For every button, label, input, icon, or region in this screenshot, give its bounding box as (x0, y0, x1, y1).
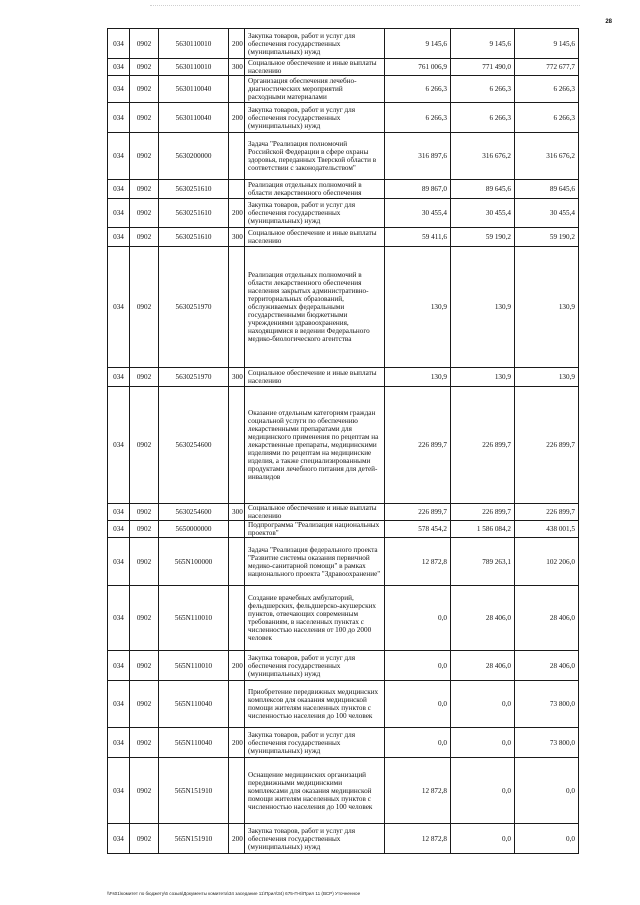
row-grbs: 034 (108, 228, 130, 247)
row-grbs: 034 (108, 387, 130, 504)
row-expense-type: 200 (229, 728, 245, 758)
row-target-article: 5630110040 (159, 103, 229, 133)
row-value-2: 0,0 (451, 824, 515, 854)
budget-table-body (108, 29, 579, 854)
row-expense-type: 300 (229, 59, 245, 76)
row-expense-type: 200 (229, 199, 245, 228)
row-value-2: 130,9 (451, 368, 515, 387)
row-value-2: 30 455,4 (451, 199, 515, 228)
table-row (108, 59, 579, 76)
row-target-article: 565N110040 (159, 728, 229, 758)
row-value-1: 226 899,7 (385, 504, 451, 521)
row-value-1: 316 897,6 (385, 133, 451, 180)
scan-artifact-line (150, 5, 580, 6)
row-value-2: 0,0 (451, 728, 515, 758)
row-section: 0902 (130, 586, 159, 651)
row-name: Реализация отдельных полномочий в области лекарственного обеспечения населения закрытых административно-территориальных образований, обслуживаемых федеральными государственными бюджетными учреждениями здравоохранения, находящимися в ведении Федерального медико-биологического агентства (245, 247, 385, 368)
row-section: 0902 (130, 59, 159, 76)
row-value-2: 789 263,1 (451, 538, 515, 586)
budget-table (107, 28, 579, 854)
row-value-1: 6 266,3 (385, 76, 451, 103)
row-name: Закупка товаров, работ и услуг для обеспечения государственных (муниципальных) нужд (245, 103, 385, 133)
row-value-1: 12 872,8 (385, 758, 451, 824)
row-section: 0902 (130, 199, 159, 228)
row-grbs: 034 (108, 681, 130, 728)
row-target-article: 565N100000 (159, 538, 229, 586)
row-expense-type: 200 (229, 824, 245, 854)
row-value-3: 73 800,0 (515, 681, 579, 728)
table-row (108, 133, 579, 180)
row-name: Социальное обеспечение и иные выплаты населению (245, 228, 385, 247)
row-expense-type: 200 (229, 103, 245, 133)
row-grbs: 034 (108, 76, 130, 103)
row-value-3: 130,9 (515, 368, 579, 387)
row-value-2: 9 145,6 (451, 29, 515, 59)
row-target-article: 565N110010 (159, 586, 229, 651)
row-section: 0902 (130, 29, 159, 59)
row-section: 0902 (130, 228, 159, 247)
table-row (108, 521, 579, 538)
row-section: 0902 (130, 76, 159, 103)
row-target-article: 565N110040 (159, 681, 229, 728)
row-name: Закупка товаров, работ и услуг для обеспечения государственных (муниципальных) нужд (245, 824, 385, 854)
row-value-2: 6 266,3 (451, 103, 515, 133)
row-section: 0902 (130, 824, 159, 854)
row-value-1: 578 454,2 (385, 521, 451, 538)
row-target-article: 5630251970 (159, 368, 229, 387)
row-value-1: 12 872,8 (385, 824, 451, 854)
row-name: Закупка товаров, работ и услуг для обеспечения государственных (муниципальных) нужд (245, 651, 385, 681)
row-value-3: 0,0 (515, 758, 579, 824)
row-name: Приобретение передвижных медицинских комплексов для оказания медицинской помощи жителям населенных пунктов с численностью населения до 100 человек (245, 681, 385, 728)
table-row (108, 103, 579, 133)
row-grbs: 034 (108, 586, 130, 651)
row-grbs: 034 (108, 29, 130, 59)
row-value-2: 1 586 084,2 (451, 521, 515, 538)
row-target-article: 5630251970 (159, 247, 229, 368)
row-value-3: 438 001,5 (515, 521, 579, 538)
row-value-1: 30 455,4 (385, 199, 451, 228)
row-value-3: 316 676,2 (515, 133, 579, 180)
row-value-1: 0,0 (385, 728, 451, 758)
row-grbs: 034 (108, 180, 130, 199)
row-value-3: 6 266,3 (515, 103, 579, 133)
row-expense-type (229, 586, 245, 651)
row-grbs: 034 (108, 504, 130, 521)
row-grbs: 034 (108, 199, 130, 228)
row-value-1: 59 411,6 (385, 228, 451, 247)
row-name: Оснащение медицинских организаций передвижными медицинскими комплексами для оказания медицинской помощи жителям населенных пунктов с численностью населения до 100 человек (245, 758, 385, 824)
row-section: 0902 (130, 681, 159, 728)
row-expense-type (229, 247, 245, 368)
row-section: 0902 (130, 538, 159, 586)
row-target-article: 5630110010 (159, 59, 229, 76)
row-value-3: 89 645,6 (515, 180, 579, 199)
row-value-3: 9 145,6 (515, 29, 579, 59)
page-number: 28 (605, 19, 612, 25)
row-section: 0902 (130, 368, 159, 387)
row-grbs: 034 (108, 728, 130, 758)
table-row (108, 180, 579, 199)
table-row (108, 29, 579, 59)
table-row (108, 504, 579, 521)
row-value-3: 130,9 (515, 247, 579, 368)
row-value-3: 0,0 (515, 824, 579, 854)
row-grbs: 034 (108, 247, 130, 368)
row-expense-type (229, 180, 245, 199)
row-value-2: 226 899,7 (451, 387, 515, 504)
row-name: Задача "Реализация полномочий Российской Федерации в сфере охраны здоровья, переданных Тверской области в соответствии с законодательством" (245, 133, 385, 180)
footer-file-path: \\Fs01\комитет по бюджету\6 созыв\Документы комитета\34 заседание 11\Прил\34) 675-П-6\Прил 11 (ВСР) Уточненное (107, 891, 361, 896)
table-row (108, 681, 579, 728)
row-expense-type: 300 (229, 504, 245, 521)
table-row (108, 387, 579, 504)
row-name: Подпрограмма "Реализация национальных проектов" (245, 521, 385, 538)
row-target-article: 565N110010 (159, 651, 229, 681)
row-section: 0902 (130, 521, 159, 538)
row-value-2: 0,0 (451, 758, 515, 824)
row-value-1: 6 266,3 (385, 103, 451, 133)
row-expense-type: 300 (229, 368, 245, 387)
table-row (108, 728, 579, 758)
row-value-3: 28 406,0 (515, 651, 579, 681)
row-value-2: 28 406,0 (451, 586, 515, 651)
row-grbs: 034 (108, 103, 130, 133)
row-target-article: 5630200000 (159, 133, 229, 180)
row-value-2: 130,9 (451, 247, 515, 368)
row-target-article: 5630110010 (159, 29, 229, 59)
row-section: 0902 (130, 103, 159, 133)
row-name: Социальное обеспечение и иные выплаты населению (245, 504, 385, 521)
row-grbs: 034 (108, 538, 130, 586)
table-row (108, 538, 579, 586)
row-value-3: 30 455,4 (515, 199, 579, 228)
row-name: Создание врачебных амбулаторий, фельдшерских, фельдшерско-акушерских пунктов, отвечающих современным требованиям, в населенных пунктах с численностью населения от 100 до 2000 человек (245, 586, 385, 651)
row-section: 0902 (130, 504, 159, 521)
row-grbs: 034 (108, 651, 130, 681)
row-grbs: 034 (108, 824, 130, 854)
row-value-1: 761 006,9 (385, 59, 451, 76)
row-value-1: 0,0 (385, 681, 451, 728)
row-expense-type (229, 133, 245, 180)
row-name: Закупка товаров, работ и услуг для обеспечения государственных (муниципальных) нужд (245, 199, 385, 228)
table-row (108, 758, 579, 824)
row-value-3: 226 899,7 (515, 504, 579, 521)
row-value-1: 130,9 (385, 247, 451, 368)
row-value-2: 771 490,0 (451, 59, 515, 76)
table-row (108, 76, 579, 103)
row-value-1: 130,9 (385, 368, 451, 387)
row-expense-type (229, 76, 245, 103)
row-target-article: 5650000000 (159, 521, 229, 538)
row-section: 0902 (130, 728, 159, 758)
row-value-2: 6 266,3 (451, 76, 515, 103)
row-target-article: 565N151910 (159, 824, 229, 854)
row-target-article: 5630251610 (159, 180, 229, 199)
row-name: Задача "Реализация федерального проекта "Развитие системы оказания первичной медико-санитарной помощи" в рамках национального проекта "Здравоохранение" (245, 538, 385, 586)
row-name: Реализация отдельных полномочий в области лекарственного обеспечения (245, 180, 385, 199)
row-section: 0902 (130, 133, 159, 180)
row-value-2: 28 406,0 (451, 651, 515, 681)
table-row (108, 651, 579, 681)
row-value-2: 226 899,7 (451, 504, 515, 521)
row-expense-type: 300 (229, 228, 245, 247)
row-section: 0902 (130, 651, 159, 681)
row-section: 0902 (130, 247, 159, 368)
row-value-1: 12 872,8 (385, 538, 451, 586)
table-row (108, 368, 579, 387)
row-name: Закупка товаров, работ и услуг для обеспечения государственных (муниципальных) нужд (245, 29, 385, 59)
row-value-3: 59 190,2 (515, 228, 579, 247)
row-target-article: 5630251610 (159, 228, 229, 247)
table-row (108, 247, 579, 368)
row-value-3: 226 899,7 (515, 387, 579, 504)
row-name: Закупка товаров, работ и услуг для обеспечения государственных (муниципальных) нужд (245, 728, 385, 758)
row-name: Социальное обеспечение и иные выплаты населению (245, 59, 385, 76)
row-value-2: 316 676,2 (451, 133, 515, 180)
table-row (108, 824, 579, 854)
row-target-article: 565N151910 (159, 758, 229, 824)
row-value-1: 0,0 (385, 651, 451, 681)
row-section: 0902 (130, 387, 159, 504)
row-value-2: 0,0 (451, 681, 515, 728)
row-value-2: 59 190,2 (451, 228, 515, 247)
row-target-article: 5630254600 (159, 387, 229, 504)
row-grbs: 034 (108, 59, 130, 76)
row-name: Оказание отдельным категориям граждан социальной услуги по обеспечению лекарственными препаратами для медицинского применения по рецептам на лекарственные препараты, медицинскими изделиями по рецептам на медицинские изделия, а также специализированными продуктами лечебного питания для детей-инвалидов (245, 387, 385, 504)
row-section: 0902 (130, 758, 159, 824)
row-section: 0902 (130, 180, 159, 199)
row-value-3: 73 800,0 (515, 728, 579, 758)
row-target-article: 5630251610 (159, 199, 229, 228)
row-expense-type: 200 (229, 651, 245, 681)
row-value-3: 6 266,3 (515, 76, 579, 103)
row-expense-type (229, 758, 245, 824)
row-name: Социальное обеспечение и иные выплаты населению (245, 368, 385, 387)
row-expense-type (229, 521, 245, 538)
table-row (108, 586, 579, 651)
row-value-1: 89 867,0 (385, 180, 451, 199)
row-expense-type (229, 387, 245, 504)
row-expense-type (229, 538, 245, 586)
row-name: Организация обеспечения лечебно-диагностических мероприятий расходными материалами (245, 76, 385, 103)
row-value-2: 89 645,6 (451, 180, 515, 199)
table-row (108, 199, 579, 228)
table-row (108, 228, 579, 247)
row-value-1: 9 145,6 (385, 29, 451, 59)
row-grbs: 034 (108, 758, 130, 824)
row-target-article: 5630254600 (159, 504, 229, 521)
row-value-1: 226 899,7 (385, 387, 451, 504)
row-grbs: 034 (108, 521, 130, 538)
row-value-3: 772 677,7 (515, 59, 579, 76)
row-value-3: 28 406,0 (515, 586, 579, 651)
row-grbs: 034 (108, 368, 130, 387)
row-value-1: 0,0 (385, 586, 451, 651)
row-grbs: 034 (108, 133, 130, 180)
row-expense-type: 200 (229, 29, 245, 59)
row-expense-type (229, 681, 245, 728)
row-target-article: 5630110040 (159, 76, 229, 103)
row-value-3: 102 206,0 (515, 538, 579, 586)
